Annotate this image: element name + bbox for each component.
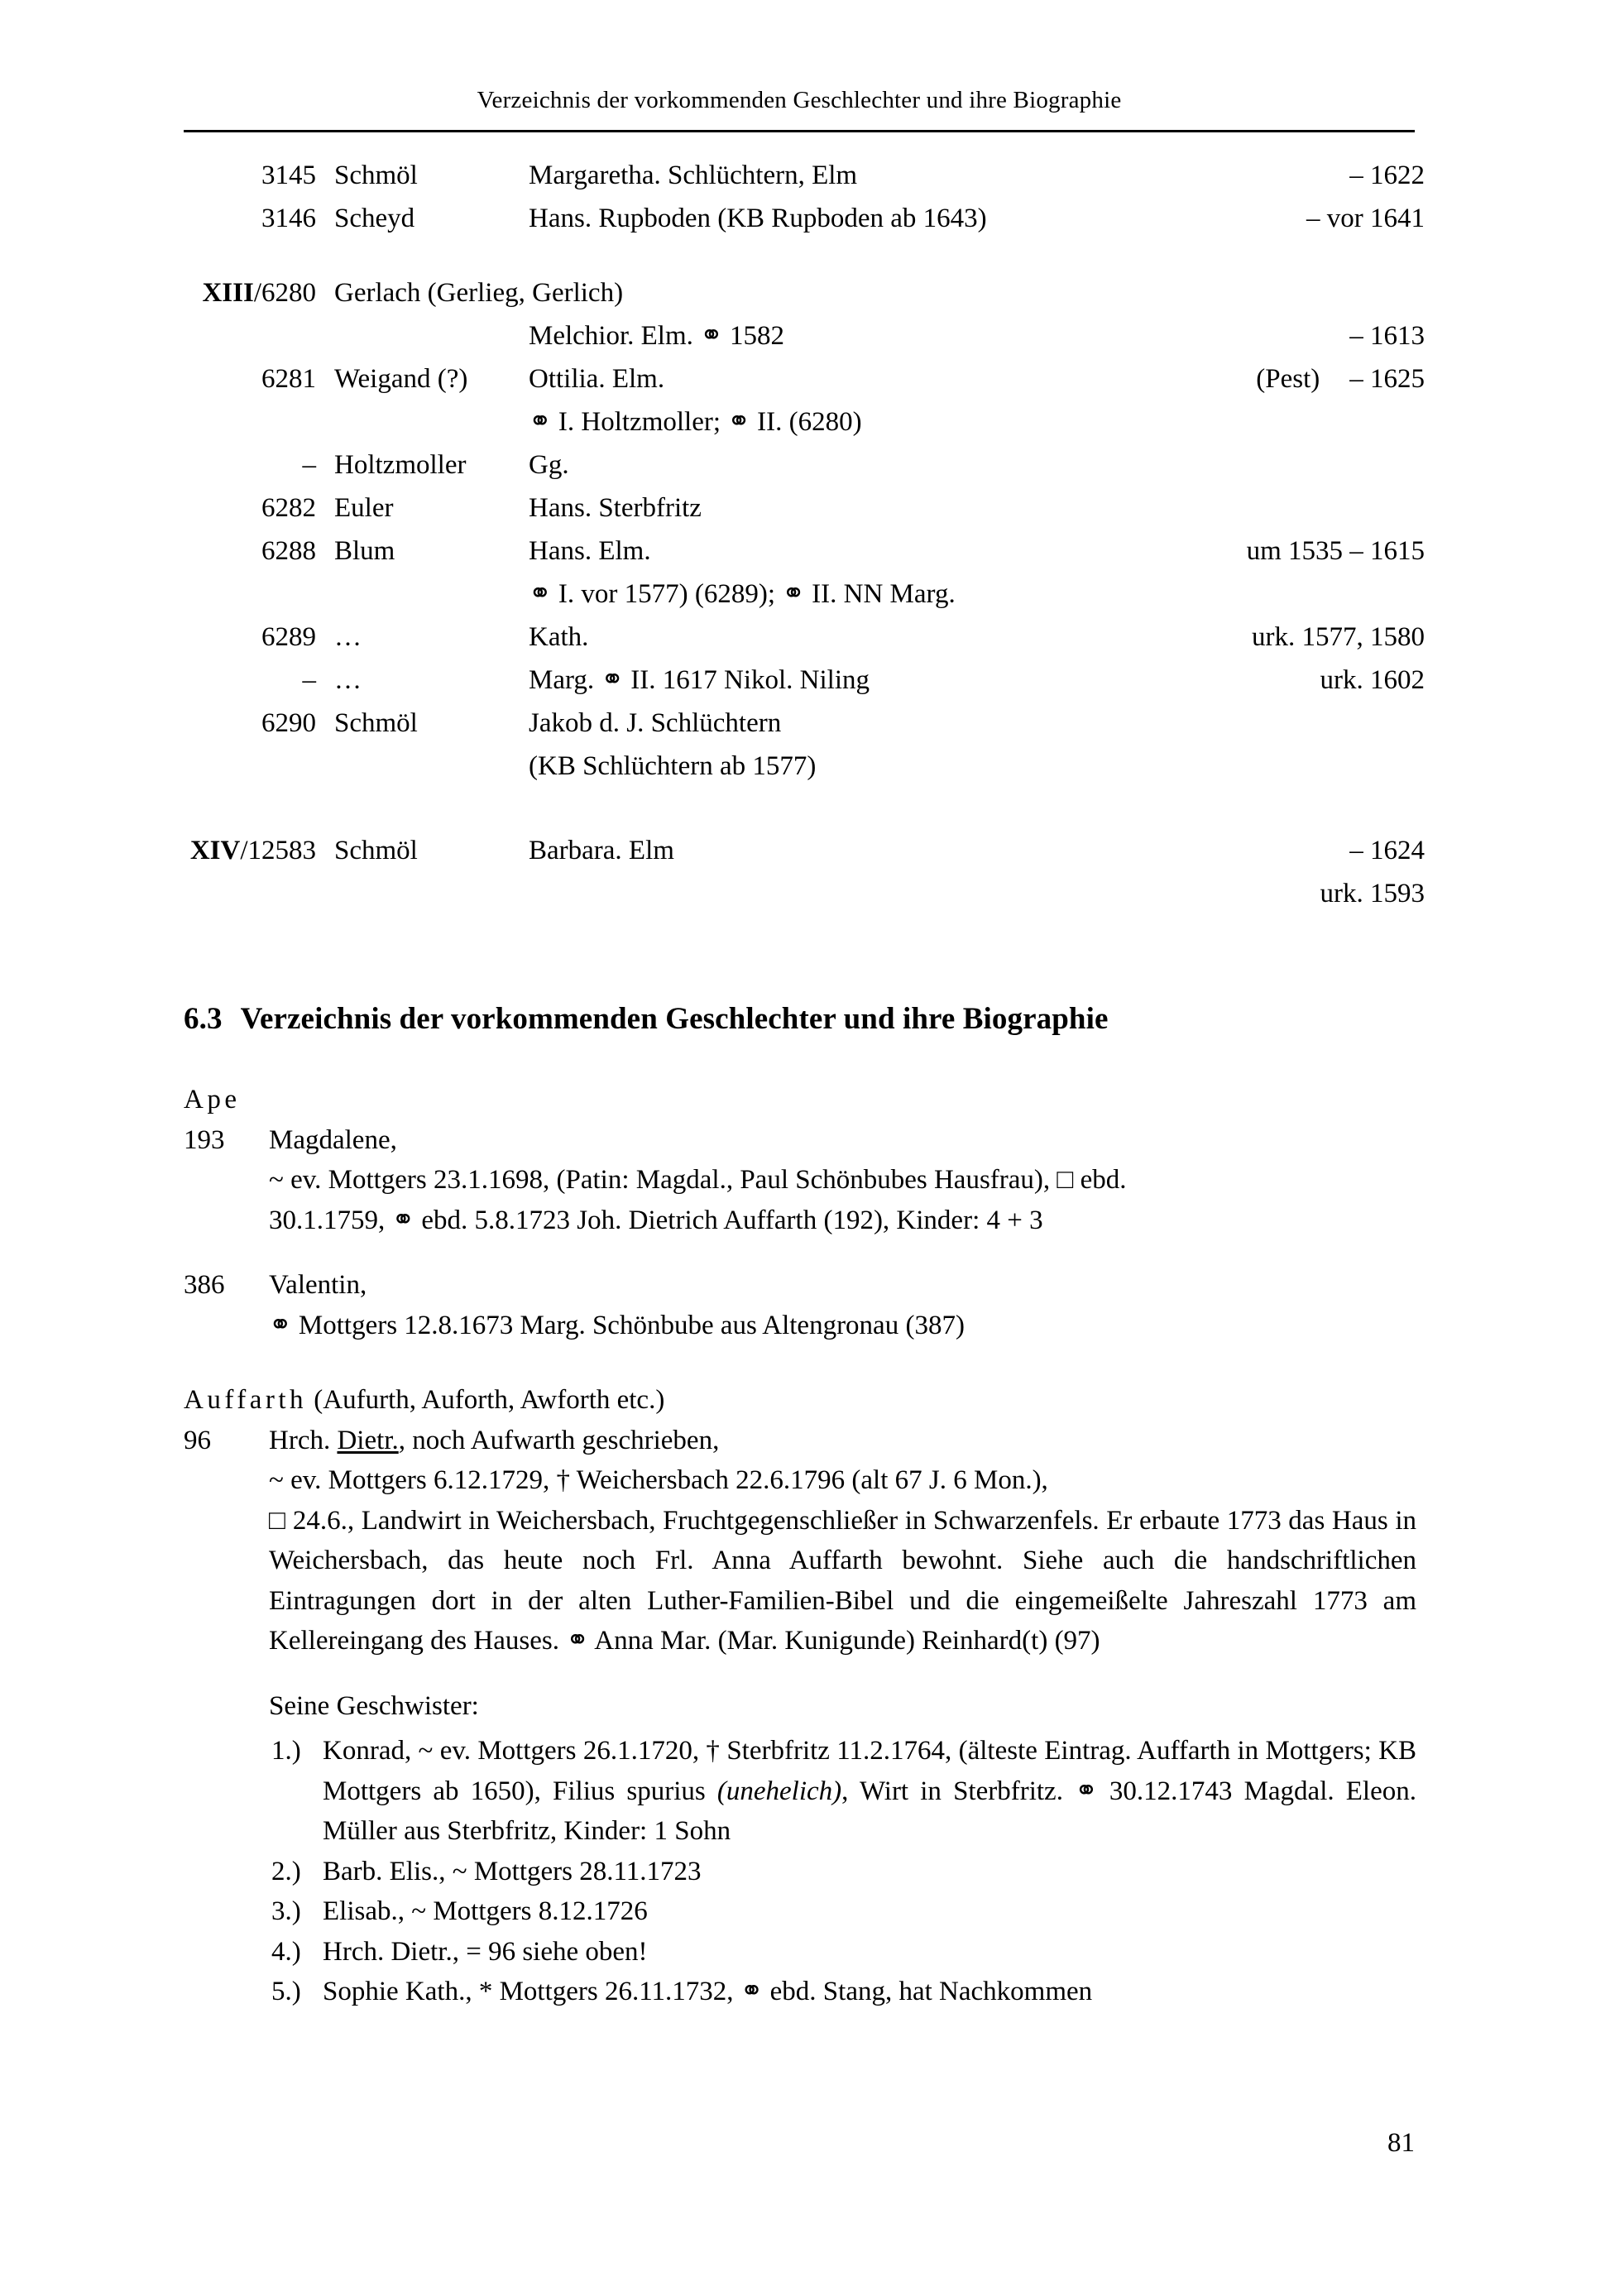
row-detail: Marg. ⚭ II. 1617 Nikol. Niling (529, 665, 870, 695)
row-detail: Ottilia. Elm. (529, 364, 665, 394)
row-date-rail (1152, 880, 1425, 908)
entry-line: ~ ev. Mottgers 6.12.1729, † Weichersbach 22.6.1796 (alt 67 J. 6 Mon.), (269, 1465, 1048, 1495)
row-id: 6281 (261, 364, 316, 394)
surname-variants: (Aufurth, Auforth, Awforth etc.) (307, 1385, 665, 1415)
running-head: Verzeichnis der vorkommenden Geschlechter und ihre Biographie (477, 87, 1122, 113)
entry-headline (269, 1421, 1416, 1461)
bio-entry-386 (184, 1265, 1416, 1345)
list-marker: 3.) (271, 1896, 301, 1926)
list-text (323, 1731, 1416, 1852)
row-detail: ⚭ I. vor 1577) (6289); ⚭ II. NN Marg. (529, 579, 956, 609)
list-item (271, 1891, 1416, 1932)
list-text: Barb. Elis., ~ Mottgers 28.11.1723 (323, 1856, 702, 1886)
section-heading (184, 1001, 1109, 1037)
row-id: 3145 (261, 161, 316, 190)
siblings-label: Seine Geschwister: (269, 1690, 479, 1721)
table-row (184, 581, 1425, 624)
row-date: urk. 1602 (1320, 665, 1425, 695)
bio-entry-96 (184, 1421, 1416, 1727)
entry-line: ~ ev. Mottgers 23.1.1698, (Patin: Magdal., Paul Schönbubes Hausfrau), □ ebd. (269, 1165, 1127, 1195)
row-surname: Euler (334, 493, 394, 523)
row-date-rail (1152, 205, 1425, 232)
row-id: 6288 (261, 536, 316, 566)
list-text: Sophie Kath., * Mottgers 26.11.1732, ⚭ ebd. Stang, hat Nachkommen (323, 1977, 1093, 2006)
row-detail: Jakob d. J. Schlüchtern (529, 708, 782, 738)
row-id: 6289 (261, 622, 316, 652)
list-text-italic: (unehelich) (716, 1776, 842, 1806)
row-detail: Barbara. Elm (529, 836, 674, 865)
entry-body (269, 1265, 1416, 1345)
table-row (184, 667, 1425, 710)
list-text: Hrch. Dietr., = 96 siehe oben! (323, 1936, 648, 1967)
list-text-pre: Konrad, ~ ev. Mottgers 26.1.1720, † Sterbfritz 11.2.1764, (älteste Eintrag. Auffarth in Mottgers; KB Mottgers ab 1650), Filius spurius (323, 1736, 1416, 1806)
row-date-rail (1152, 624, 1425, 651)
row-date-rail (1152, 837, 1425, 865)
surname-text: Ape (184, 1085, 241, 1114)
table-row (184, 710, 1425, 753)
row-surname: Holtzmoller (334, 450, 467, 480)
row-surname: Weigand (?) (334, 364, 468, 394)
surname-heading-auffarth (184, 1380, 1416, 1421)
list-marker: 2.) (271, 1856, 301, 1886)
row-date-rail (1152, 538, 1425, 565)
siblings-list (184, 1731, 1416, 2012)
row-date: urk. 1577, 1580 (1252, 622, 1425, 652)
bio-entry-193 (184, 1120, 1416, 1241)
row-surname: Schmöl (334, 708, 418, 738)
header-rule (184, 130, 1415, 132)
entry-number: 386 (184, 1270, 225, 1300)
section-title: Verzeichnis der vorkommenden Geschlechter und ihre Biographie (240, 1002, 1109, 1036)
list-marker: 4.) (271, 1936, 301, 1967)
table-row (184, 409, 1425, 452)
row-note: (Pest) (1256, 364, 1320, 394)
row-surname: Blum (334, 536, 395, 566)
row-date: um 1535 – 1615 (1246, 536, 1425, 566)
row-detail: Melchior. Elm. ⚭ 1582 (529, 321, 785, 351)
row-surname: … (334, 665, 362, 695)
row-detail: Hans. Rupboden (KB Rupboden ab 1643) (529, 204, 987, 233)
row-surname: … (334, 622, 362, 652)
row-date-rail (1152, 162, 1425, 189)
row-detail: (KB Schlüchtern ab 1577) (529, 751, 817, 781)
row-id-number: /12583 (240, 836, 316, 865)
row-id (184, 837, 334, 865)
entry-paragraph: □ 24.6., Landwirt in Weichersbach, Fruchtgegenschließer in Schwarzenfels. Er erbaute 1773 das Haus in Weichersbach, das heute noch Frl. Anna Auffarth bewohnt. Siehe auch die handschriftlichen Eintragungen dort in der alten Luther-Familien-Bibel und die eingemeißelte Jahreszahl 1773 am Kellereingang des Hauses. ⚭ Anna Mar. (Mar. Kunigunde) Reinhard(t) (97) (269, 1505, 1416, 1656)
list-item (271, 1852, 1416, 1892)
table-row (184, 837, 1425, 880)
row-id-generation: XIII (202, 278, 254, 308)
list-item (271, 1972, 1416, 2012)
entry-body (269, 1120, 1416, 1241)
entry-line: Valentin, (269, 1270, 367, 1300)
row-detail: Margaretha. Schlüchtern, Elm (529, 161, 858, 190)
row-detail: Kath. (529, 622, 589, 652)
list-item (271, 1731, 1416, 1852)
table-row (184, 205, 1425, 248)
list-marker: 5.) (271, 1977, 301, 2006)
row-detail: ⚭ I. Holtzmoller; ⚭ II. (6280) (529, 407, 862, 437)
row-id (184, 280, 334, 307)
row-id: 6282 (261, 493, 316, 523)
headline-pre: Hrch. (269, 1425, 338, 1455)
row-detail: Hans. Elm. (529, 536, 651, 566)
row-date: – 1613 (1349, 321, 1425, 351)
row-surname: Schmöl (334, 161, 418, 190)
row-id-number: /6280 (253, 278, 316, 308)
row-date-rail (1152, 323, 1425, 350)
section-number: 6.3 (184, 1002, 223, 1036)
row-detail: Gg. (529, 450, 569, 480)
table-row (184, 753, 1425, 796)
biography-body (184, 1080, 1416, 2012)
row-date-rail (1152, 366, 1425, 393)
headline-underlined: Dietr. (337, 1425, 399, 1455)
list-item (271, 1932, 1416, 1972)
row-surname: Schmöl (334, 836, 418, 865)
row-id-generation: XIV (189, 836, 241, 865)
row-date: – 1624 (1349, 836, 1425, 865)
headline-post: , noch Aufwarth geschrieben, (398, 1425, 720, 1455)
surname-text: Auffarth (184, 1385, 308, 1415)
row-surname: Scheyd (334, 204, 415, 233)
row-date: urk. 1593 (1320, 879, 1425, 908)
row-date-rail (1152, 667, 1425, 694)
entry-number: 96 (184, 1425, 211, 1455)
table-row (184, 624, 1425, 667)
table-row (184, 538, 1425, 581)
entry-line: Magdalene, (269, 1124, 397, 1155)
row-id: – (302, 450, 316, 480)
list-text: Elisab., ~ Mottgers 8.12.1726 (323, 1896, 648, 1926)
table-row (184, 452, 1425, 495)
row-id: 6290 (261, 708, 316, 738)
row-date: – vor 1641 (1306, 204, 1425, 233)
entry-body (269, 1421, 1416, 1727)
row-date: – 1625 (1349, 364, 1425, 394)
entry-line: ⚭ Mottgers 12.8.1673 Marg. Schönbube aus Altengronau (387) (269, 1310, 965, 1340)
table-row (184, 880, 1425, 923)
page-number: 81 (1387, 2128, 1415, 2158)
row-date: – 1622 (1349, 161, 1425, 190)
list-text-post: , Wirt in Sterbfritz. ⚭ 30.12.1743 Magdal. Eleon. Müller aus Sterbfritz, Kinder: 1 Sohn (323, 1776, 1416, 1846)
table-row (184, 280, 1425, 323)
surname-heading-ape (184, 1080, 1416, 1120)
row-id: – (302, 665, 316, 695)
row-detail: Hans. Sterbfritz (529, 493, 702, 523)
row-id: 3146 (261, 204, 316, 233)
entry-number: 193 (184, 1124, 225, 1155)
entry-line: 30.1.1759, ⚭ ebd. 5.8.1723 Joh. Dietrich Auffarth (192), Kinder: 4 + 3 (269, 1205, 1043, 1235)
table-row (184, 366, 1425, 409)
list-marker: 1.) (271, 1736, 301, 1766)
row-surname: Gerlach (Gerlieg, Gerlich) (334, 278, 624, 308)
table-row (184, 162, 1425, 205)
table-row (184, 323, 1425, 366)
table-row (184, 495, 1425, 538)
genealogy-register (184, 162, 1425, 923)
